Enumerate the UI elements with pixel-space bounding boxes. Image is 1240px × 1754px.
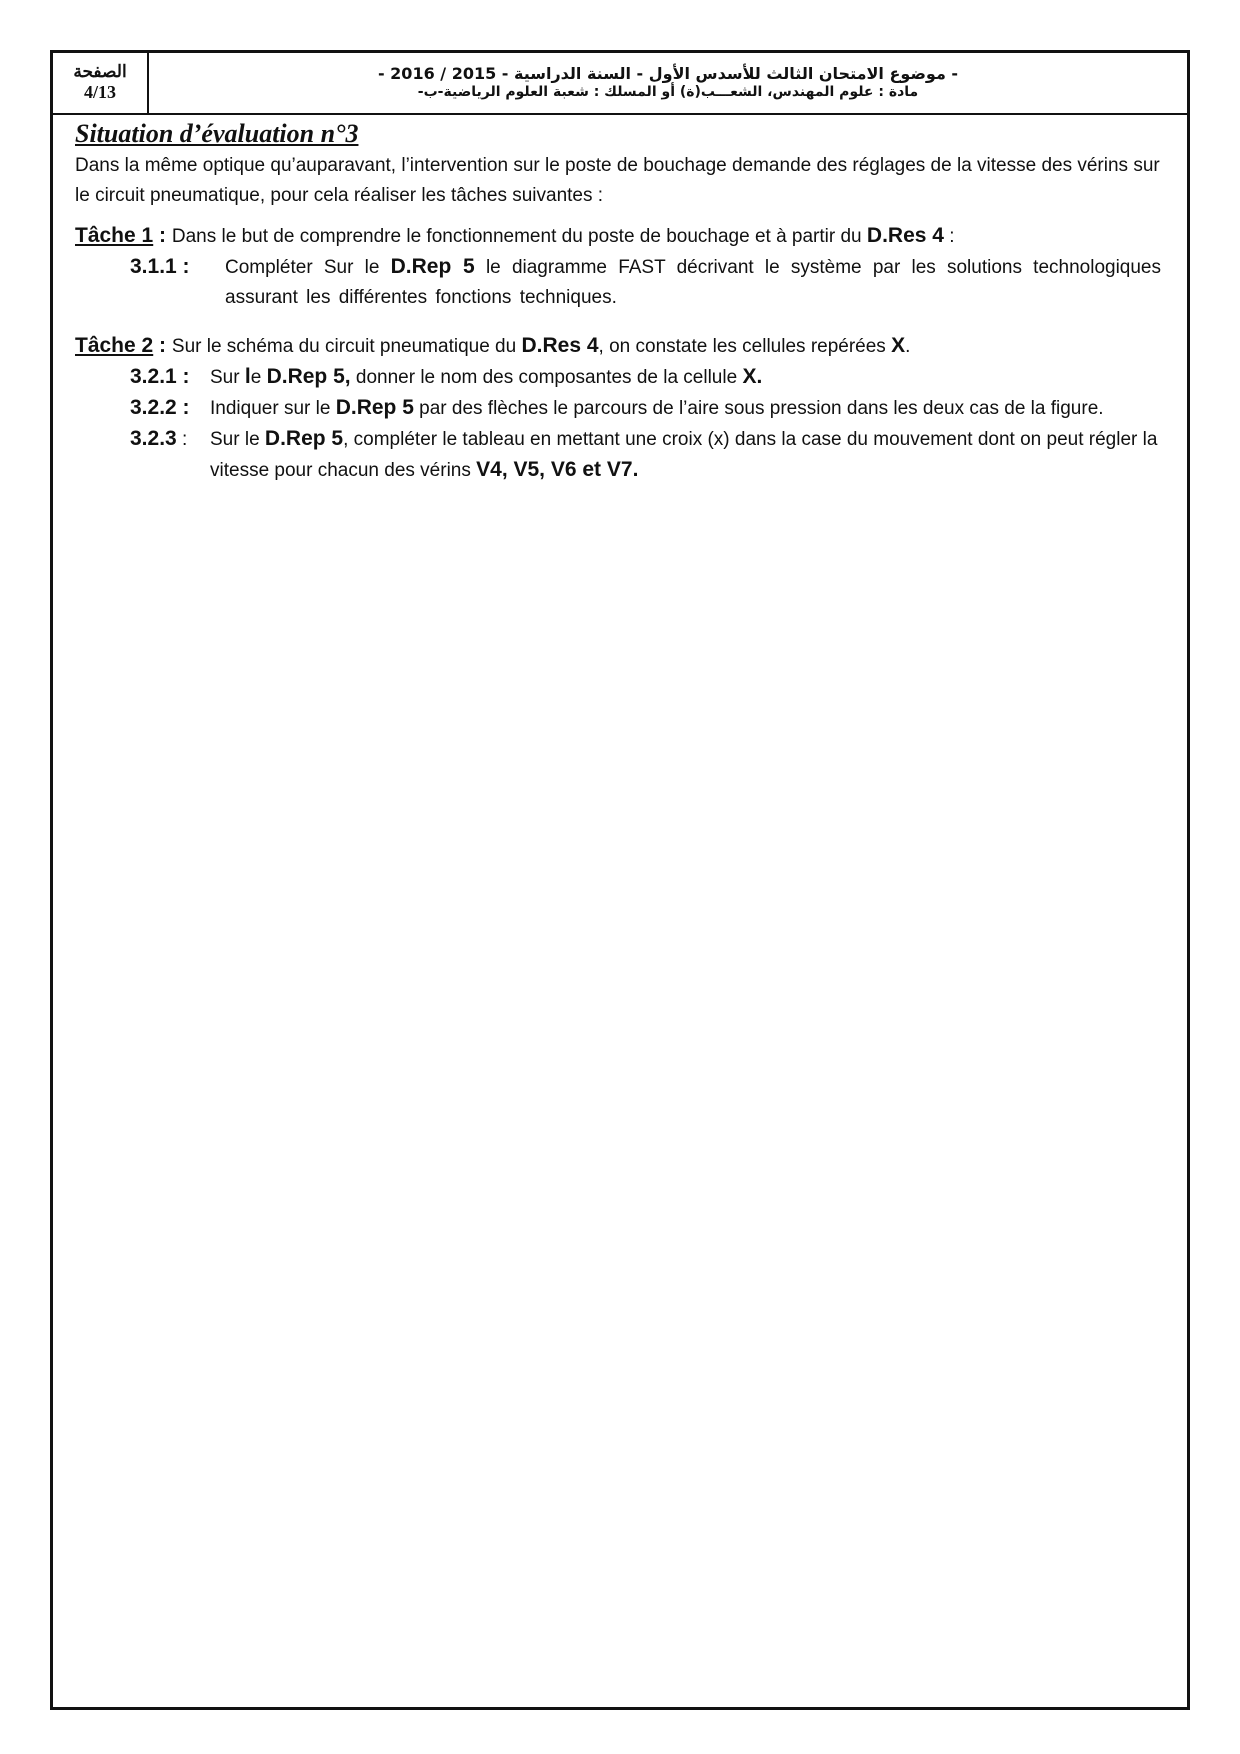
item-3-2-1-label: 3.2.1 : — [130, 365, 190, 388]
item-3-2-1 — [130, 362, 1161, 393]
item-3-1-1 — [130, 252, 1161, 313]
item-3-1-1-ref: D.Rep 5 — [390, 255, 475, 278]
task-1-text-end: : — [943, 226, 955, 247]
task-2-text: Sur le schéma du circuit pneumatique du — [171, 336, 522, 357]
item-3-1-1-label: 3.1.1 : — [130, 255, 190, 278]
task-1-heading — [75, 224, 172, 247]
spacer — [75, 313, 1161, 321]
item-3-1-1-text — [225, 252, 1161, 313]
item-3-2-2-text — [210, 393, 1161, 424]
task-1-text: Dans le but de comprendre le fonctionnement du poste de bouchage et à partir du — [171, 226, 867, 247]
task-2-colon: : — [153, 334, 172, 357]
intro-paragraph: Dans la même optique qu’auparavant, l’intervention sur le poste de bouchage demande des réglages de la vitesse des vérins sur le circuit pneumatique, pour cela réaliser les tâches suivantes : — [75, 155, 1160, 206]
item-3-2-2 — [130, 393, 1161, 424]
item-3-2-3 — [130, 424, 1161, 486]
item-3-2-3-cylinders: V4, V5, V6 et V7. — [476, 458, 639, 481]
item-3-2-2-text-start: Indiquer sur le — [210, 398, 336, 419]
exam-title-block — [149, 53, 1187, 113]
task-1-colon: : — [153, 224, 172, 247]
situation-title: Situation d’évaluation n°3 — [75, 119, 359, 148]
task-2-text-mid: , on constate les cellules repérées — [598, 336, 892, 357]
task-1 — [75, 221, 1161, 252]
task-2-ref-x: X — [891, 334, 906, 357]
item-3-2-2-ref: D.Rep 5 — [335, 396, 414, 419]
page-label: الصفحة — [73, 61, 127, 82]
item-3-2-3-label — [130, 424, 210, 486]
document-body — [75, 117, 1161, 486]
page-number: 4/13 — [83, 82, 116, 103]
task-2-ref: D.Res 4 — [521, 334, 599, 357]
item-3-2-3-ref: D.Rep 5 — [264, 427, 344, 450]
item-3-2-1-text-mid: e — [250, 367, 267, 388]
item-3-1-1-text-end: le diagramme FAST décrivant le système par les solutions technologiques assurant les différentes fonctions techniques. — [225, 257, 1161, 308]
item-3-2-3-text-start: Sur le — [210, 429, 265, 450]
item-3-2-1-bold-l: l — [244, 365, 251, 388]
item-3-2-1-text-start: Sur — [210, 367, 245, 388]
task-2 — [75, 331, 1161, 362]
exam-subject: مادة : علوم المهندس، الشعـــب(ة) أو المسلك : شعبة العلوم الرياضية-ب- — [417, 84, 919, 101]
task-1-label: Tâche 1 — [75, 224, 154, 247]
item-3-2-2-text-end: par des flèches le parcours de l’aire sous pression dans les deux cas de la figure. — [413, 398, 1104, 419]
task-2-label: Tâche 2 — [75, 334, 154, 357]
item-3-2-3-number: 3.2.3 — [130, 427, 177, 450]
task-2-text-end: . — [905, 336, 911, 357]
item-3-2-1-ref: D.Rep 5, — [266, 365, 351, 388]
exam-header — [53, 53, 1187, 115]
item-3-1-1-text-start: Compléter Sur le — [225, 257, 391, 278]
item-3-2-3-text — [210, 424, 1161, 486]
task-2-heading — [75, 334, 172, 357]
item-3-2-2-label: 3.2.2 : — [130, 396, 190, 419]
exam-title: - موضوع الامتحان الثالث للأسدس الأول - السنة الدراسية - 2015 / 2016 - — [377, 64, 959, 84]
item-3-2-1-text — [210, 362, 1161, 393]
item-3-2-3-colon: : — [176, 429, 193, 450]
page-indicator — [53, 53, 149, 113]
item-3-2-1-ref-x: X. — [742, 365, 763, 388]
page-frame — [50, 50, 1190, 1710]
item-3-2-3-text-mid: , compléter le tableau en mettant une croix (x) dans la case du mouvement dont on peut régler la vitesse pour chacun des vérins — [210, 429, 1158, 481]
task-1-ref: D.Res 4 — [866, 224, 944, 247]
item-3-2-1-text-end: donner le nom des composantes de la cellule — [350, 367, 743, 388]
